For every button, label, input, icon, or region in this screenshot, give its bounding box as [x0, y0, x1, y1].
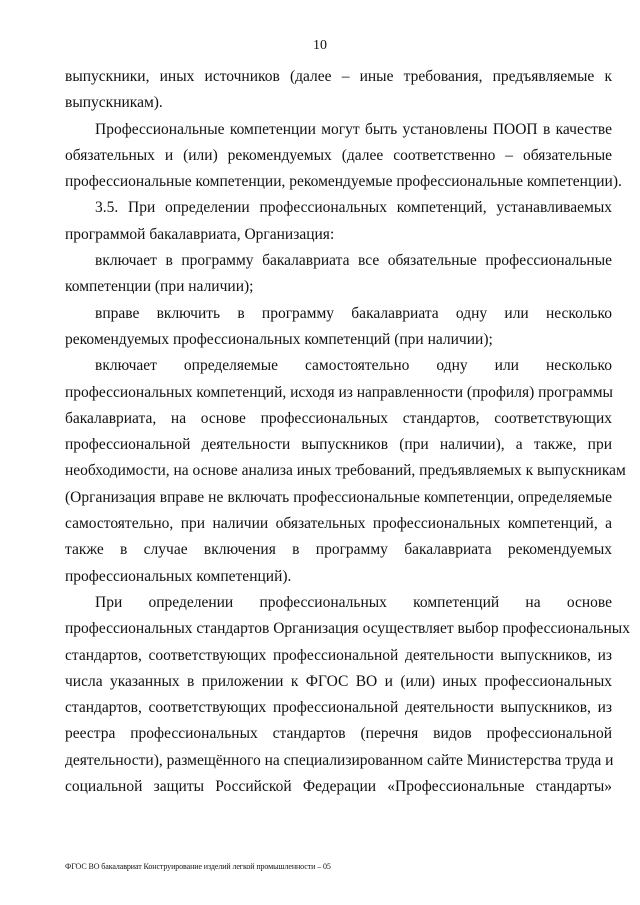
document-body: [65, 64, 630, 800]
text-line: Профессиональные компетенции могут быть установлены ПООП в качестве: [95, 120, 612, 138]
text-line: компетенции (при наличии);: [65, 278, 254, 296]
text-line: профессиональных компетенций).: [65, 567, 292, 585]
text-line: обязательных и (или) рекомендуемых (далее соответственно – обязательные: [65, 146, 612, 164]
text-line: профессиональных компетенций, исходя из направленности (профиля) программы: [65, 383, 613, 401]
text-line: выпускникам).: [65, 94, 163, 112]
text-line: бакалавриата, на основе профессиональных стандартов, соответствующих: [65, 409, 612, 427]
text-line: профессиональных стандартов Организация осуществляет выбор профессиональных: [65, 620, 630, 638]
text-line: деятельности), размещённого на специализированном сайте Министерства труда и: [65, 751, 614, 769]
text-line: включает в программу бакалавриата все обязательные профессиональные: [95, 252, 612, 270]
text-line: (Организация вправе не включать профессиональные компетенции, определяемые: [65, 488, 612, 506]
page-number: 10: [313, 38, 327, 53]
text-line: социальной защиты Российской Федерации «Профессиональные стандарты»: [65, 778, 612, 796]
text-line: рекомендуемых профессиональных компетенций (при наличии);: [65, 330, 493, 348]
text-line: числа указанных в приложении к ФГОС ВО и (или) иных профессиональных: [65, 672, 612, 690]
text-line: выпускники, иных источников (далее – иные требования, предъявляемые к: [65, 68, 612, 85]
text-line: программой бакалавриата, Организация:: [65, 225, 335, 243]
text-line: 3.5. При определении профессиональных компетенций, устанавливаемых: [95, 199, 612, 217]
text-line: При определении профессиональных компетенций на основе: [95, 593, 612, 611]
text-line: также в случае включения в программу бакалавриата рекомендуемых: [65, 541, 612, 559]
text-line: самостоятельно, при наличии обязательных профессиональных компетенций, а: [65, 515, 612, 533]
page-footer: ФГОС ВО бакалавриат Конструирование изделий легкой промышленности – 05: [65, 862, 331, 871]
text-line: необходимости, на основе анализа иных требований, предъявляемых к выпускникам: [65, 462, 626, 480]
text-line: включает определяемые самостоятельно одну или несколько: [95, 357, 612, 375]
text-line: стандартов, соответствующих профессиональной деятельности выпускников, из: [65, 699, 612, 717]
text-line: реестра профессиональных стандартов (перечня видов профессиональной: [65, 725, 612, 743]
text-line: профессиональные компетенции, рекомендуемые профессиональные компетенции).: [65, 173, 622, 191]
text-line: вправе включить в программу бакалавриата одну или несколько: [95, 304, 612, 322]
text-line: профессиональной деятельности выпускников (при наличии), а также, при: [65, 436, 612, 454]
text-line: стандартов, соответствующих профессиональной деятельности выпускников, из: [65, 646, 612, 664]
